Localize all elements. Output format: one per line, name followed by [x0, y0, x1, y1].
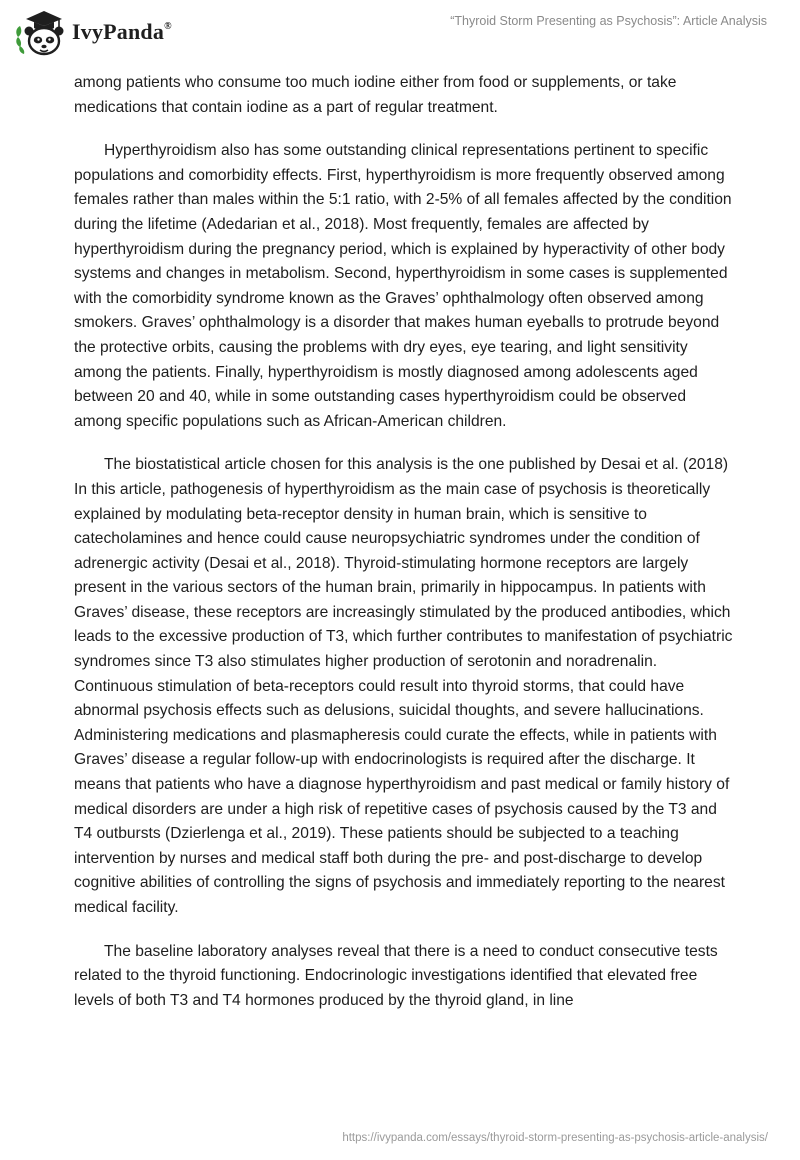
- paragraph-laboratory-analyses: The baseline laboratory analyses reveal that there is a need to conduct consecutive tests related to the thyroid functioning. Endocrinologic investigations identified that elevated free levels of both T3 and T4 hormones produced by the thyroid gland, in line: [74, 942, 718, 1009]
- brand-name: IvyPanda®: [72, 19, 172, 44]
- paragraph-clinical-representations: Hyperthyroidism also has some outstanding clinical representations pertinent to specific populations and comorbidity effects. First, hyperthyroidism is more frequently observed among females rather than males within the 5:1 ratio, with 2-5% of all females affected by the condition during the lifetime (Adedarian et al., 2018). Most frequently, females are affected by hyperthyroidism during the pregnancy period, which is explained by hyperactivity of other body systems and changes in metabolism. Second, hyperthyroidism in some cases is supplemented with the comorbidity syndrome known as the Graves’ ophthalmology often observed among smokers. Graves’ ophthalmology is a disorder that makes human eyeballs to protrude beyond the protective orbits, causing the problems with dry eyes, eye tearing, and light sensitivity among the patients. Finally, hyperthyroidism is mostly diagnosed among adolescents aged between 20 and 40, while in some outstanding cases hyperthyroidism could be observed among specific populations such as African-American children.: [74, 142, 732, 430]
- page-header: [0, 0, 800, 70]
- article-body: [74, 71, 734, 1032]
- panda-graduate-icon: [14, 7, 66, 57]
- source-url[interactable]: https://ivypanda.com/essays/thyroid-storm-presenting-as-psychosis-article-analysis/: [342, 1132, 768, 1144]
- ivypanda-logo[interactable]: [14, 6, 172, 58]
- paragraph-continuation: among patients who consume too much iodine either from food or supplements, or take medications that contain iodine as a part of regular treatment.: [74, 74, 677, 116]
- document-title: “Thyroid Storm Presenting as Psychosis”: Article Analysis: [450, 14, 767, 28]
- registered-mark: ®: [164, 21, 172, 32]
- paragraph-biostatistical-article: The biostatistical article chosen for this analysis is the one published by Desai et al. (2018) In this article, pathogenesis of hyperthyroidism as the main case of psychosis is theoretically explained by modulating beta-receptor density in human brain, which is sensitive to catecholamines and hence could cause neuropsychiatric syndromes under the condition of adrenergic activity (Desai et al., 2018). Thyroid-stimulating hormone receptors are largely present in the various sectors of the human brain, primarily in hippocampus. In patients with Graves’ disease, these receptors are increasingly stimulated by the produced antibodies, which leads to the excessive production of T3, which further contributes to manifestation of psychiatric syndromes since T3 also stimulates higher production of serotonin and noradrenalin. Continuous stimulation of beta-receptors could result into thyroid storms, that could have abnormal psychosis effects such as delusions, suicidal thoughts, and severe hallucinations. Administering medications and plasmapheresis could curate the effects, while in patients with Graves’ disease a regular follow-up with endocrinologists is required after the discharge. It means that patients who have a diagnose hyperthyroidism and past medical or family history of medical disorders are under a high risk of repetitive cases of psychosis caused by the T3 and T4 outbursts (Dzierlenga et al., 2019). These patients should be subjected to a teaching intervention by nurses and medical staff both during the pre- and post-discharge to develop cognitive abilities of controlling the signs of psychosis and immediately reporting to the nearest medical facility.: [74, 456, 733, 916]
